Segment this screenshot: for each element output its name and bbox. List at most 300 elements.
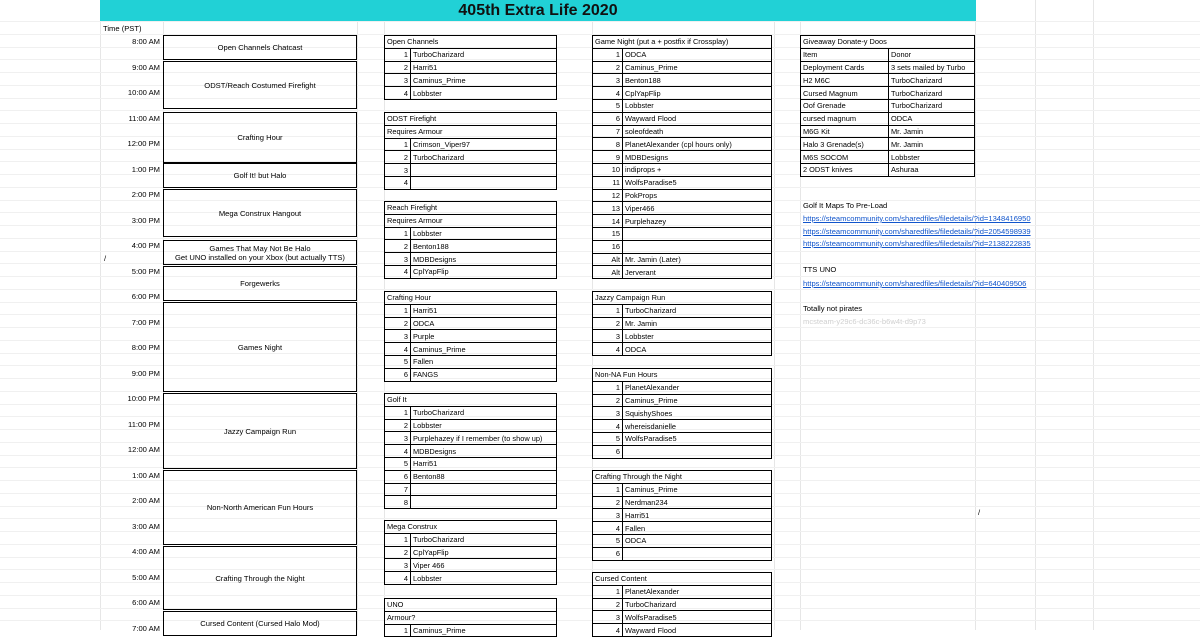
slot-name[interactable]: Harri51: [411, 304, 557, 317]
slot-number: 1: [385, 227, 411, 240]
event-label-wrap: [175, 244, 345, 262]
slot-number: 2: [593, 598, 623, 611]
signup-title: Cursed Content: [593, 573, 772, 586]
table-row: [385, 624, 557, 637]
slot-number: 3: [385, 330, 411, 343]
slot-name[interactable]: CplYapFlip: [411, 265, 557, 278]
table-row: [385, 138, 557, 151]
slot-number: 13: [593, 202, 623, 215]
slot-number: 5: [593, 99, 623, 112]
table-row: [385, 253, 557, 266]
slot-name[interactable]: TurboCharizard: [623, 304, 772, 317]
time-label: 12:00 AM: [127, 445, 160, 454]
slot-name[interactable]: Viper 466: [411, 559, 557, 572]
slot-number: 6: [593, 112, 623, 125]
slot-number: Alt: [593, 253, 623, 266]
giveaway: [800, 35, 975, 177]
slot-number: 10: [593, 163, 623, 176]
table-row: [593, 74, 772, 87]
table-row: [385, 330, 557, 343]
table-row: [385, 355, 557, 368]
slot-name[interactable]: Fallen: [411, 355, 557, 368]
event-label: Cursed Content (Cursed Halo Mod): [200, 619, 320, 628]
slot-number: 1: [385, 138, 411, 151]
event-label: Jazzy Campaign Run: [223, 426, 297, 436]
slot-name[interactable]: TurboCharizard: [411, 151, 557, 164]
slot-number: 9: [593, 151, 623, 164]
table-row: [385, 176, 557, 189]
event-label: Non-North American Fun Hours: [206, 503, 314, 512]
slot-number: 3: [385, 164, 411, 177]
slot-name[interactable]: Harri51: [623, 509, 772, 522]
time-label: 10:00 PM: [127, 394, 160, 403]
golf-map-link[interactable]: https://steamcommunity.com/sharedfiles/filedetails/?id=2054598939: [803, 227, 1031, 236]
slot-number: 1: [385, 624, 411, 637]
slot-name[interactable]: Lobbster: [411, 87, 557, 100]
event-label-wrap: [200, 619, 319, 628]
event-label: Golf It! but Halo: [233, 171, 287, 180]
event-slot: [163, 546, 357, 610]
time-label: 4:00 AM: [132, 547, 160, 556]
event-slot: [163, 163, 357, 188]
table-row: [593, 432, 772, 445]
giveaway-donor[interactable]: 3 sets mailed by Turbo: [889, 61, 975, 74]
table-row: [385, 470, 557, 483]
table-row: [593, 330, 772, 343]
signup-table: [384, 112, 557, 190]
table-row: [385, 457, 557, 470]
table-row: [385, 572, 557, 585]
slot-name[interactable]: Mr. Jamin: [623, 317, 772, 330]
slot-name[interactable]: WolfsParadise5: [623, 176, 772, 189]
golf-maps-title: Golf It Maps To Pre-Load: [803, 201, 888, 210]
table-row: [593, 394, 772, 407]
event-label-wrap: [237, 133, 282, 142]
slot-name[interactable]: [623, 240, 772, 253]
slot-number: 7: [593, 125, 623, 138]
giveaway-donor[interactable]: ODCA: [889, 112, 975, 125]
table-row: [385, 432, 557, 445]
slot-number: 8: [385, 496, 411, 509]
slot-name[interactable]: Benton188: [411, 240, 557, 253]
table-row: [385, 483, 557, 496]
golf-map-link[interactable]: https://steamcommunity.com/sharedfiles/filedetails/?id=2138222835: [803, 239, 1031, 248]
tts-uno-title: TTS UNO: [803, 265, 837, 274]
event-slot: [163, 266, 357, 301]
event-label: ODST/Reach Costumed Firefight: [204, 80, 316, 90]
giveaway-item[interactable]: M6S SOCOM: [801, 151, 889, 164]
slot-number: 1: [385, 48, 411, 61]
event-slot: [163, 240, 357, 265]
column-header-item: Item: [801, 48, 889, 61]
slot-name[interactable]: indiprops +: [623, 163, 772, 176]
event-label: Forgewerks: [240, 279, 280, 288]
slot-name[interactable]: TurboCharizard: [411, 48, 557, 61]
table-row: [593, 598, 772, 611]
stray-mark: /: [978, 508, 981, 517]
slot-name[interactable]: Caminus_Prime: [623, 483, 772, 496]
event-label-wrap: [207, 503, 313, 512]
slot-number: 1: [385, 406, 411, 419]
giveaway-donor[interactable]: Ashuraa: [889, 163, 975, 176]
time-label: 7:00 AM: [132, 623, 160, 633]
slot-name[interactable]: TurboCharizard: [623, 598, 772, 611]
time-label: 8:00 AM: [132, 37, 160, 46]
slot-name[interactable]: Caminus_Prime: [623, 394, 772, 407]
slot-number: 4: [593, 343, 623, 356]
slot-name[interactable]: ODCA: [623, 48, 772, 61]
slot-name[interactable]: Purple: [411, 330, 557, 343]
table-row: [385, 48, 557, 61]
time-label: 9:00 PM: [131, 368, 160, 378]
signup-table: [592, 368, 772, 459]
event-label-wrap: [219, 209, 301, 218]
slot-name[interactable]: soleofdeath: [623, 125, 772, 138]
slot-number: 4: [385, 343, 411, 356]
time-label: 10:00 AM: [127, 88, 160, 97]
table-row: [385, 419, 557, 432]
table-row: [385, 74, 557, 87]
table-row: [593, 445, 772, 458]
slot-number: 8: [593, 138, 623, 151]
slot-number: 5: [385, 457, 411, 470]
slot-name[interactable]: ODCA: [623, 343, 772, 356]
slot-number: 1: [593, 483, 623, 496]
slot-name[interactable]: MDBDesigns: [411, 253, 557, 266]
signup-title: Open Channels: [385, 36, 557, 49]
signup-title: Game Night (put a + postfix if Crossplay): [593, 36, 772, 49]
signup-table: [592, 291, 772, 356]
pirates-code: mcsteam-y29c6-dc36c-b6w4t-d9p73: [803, 317, 926, 326]
table-row: [593, 189, 772, 202]
slot-number: 14: [593, 215, 623, 228]
giveaway-item[interactable]: M6G Kit: [801, 125, 889, 138]
signup-title: ODST Firefight: [385, 113, 557, 126]
slot-name[interactable]: Viper466: [623, 202, 772, 215]
time-label: 1:00 PM: [131, 164, 160, 174]
event-slot: [163, 35, 357, 60]
table-row: [593, 496, 772, 509]
slot-name[interactable]: [411, 496, 557, 509]
event-label: Games Night: [237, 342, 283, 352]
table-row: [385, 559, 557, 572]
table-row: [593, 585, 772, 598]
giveaway-donor[interactable]: Mr. Jamin: [889, 125, 975, 138]
table-row: [593, 420, 772, 433]
time-label: 2:00 PM: [131, 190, 160, 199]
golf-map-link[interactable]: https://steamcommunity.com/sharedfiles/filedetails/?id=1348416950: [803, 214, 1031, 223]
signup-subtitle: Requires Armour: [385, 214, 557, 227]
slot-name[interactable]: Caminus_Prime: [411, 343, 557, 356]
table-row: [593, 483, 772, 496]
slot-name[interactable]: MDBDesigns: [623, 151, 772, 164]
slot-name[interactable]: Crimson_Viper97: [411, 138, 557, 151]
table-row: [801, 61, 975, 74]
time-label: 8:00 PM: [131, 343, 160, 352]
table-row: [385, 546, 557, 559]
slot-name[interactable]: Harri51: [411, 457, 557, 470]
giveaway-item[interactable]: cursed magnum: [801, 112, 889, 125]
table-row: [385, 164, 557, 177]
table-row: [593, 125, 772, 138]
slot-number: 6: [385, 368, 411, 381]
slot-name[interactable]: ODCA: [623, 534, 772, 547]
slot-number: 7: [385, 483, 411, 496]
giveaway-item[interactable]: Deployment Cards: [801, 61, 889, 74]
slot-number: 1: [593, 585, 623, 598]
giveaway-item[interactable]: Halo 3 Grenade(s): [801, 138, 889, 151]
table-row: [385, 343, 557, 356]
slot-name[interactable]: CplYapFlip: [623, 87, 772, 100]
slot-number: 12: [593, 189, 623, 202]
table-row: [593, 407, 772, 420]
slot-number: 11: [593, 176, 623, 189]
table-row: [593, 304, 772, 317]
table-row: [593, 624, 772, 637]
event-label-wrap: [240, 279, 280, 288]
time-label: 1:00 AM: [132, 470, 160, 480]
time-label: 6:00 PM: [131, 292, 160, 301]
slot-number: 3: [385, 559, 411, 572]
table-row: [593, 151, 772, 164]
slot-number: 3: [593, 407, 623, 420]
slot-name[interactable]: Wayward Flood: [623, 112, 772, 125]
slot-name[interactable]: WolfsParadise5: [623, 432, 772, 445]
slot-name[interactable]: TurboCharizard: [411, 406, 557, 419]
slot-name[interactable]: PlanetAlexander: [623, 585, 772, 598]
table-row: [593, 547, 772, 560]
slot-number: 2: [593, 496, 623, 509]
slot-number: 5: [385, 355, 411, 368]
giveaway-donor[interactable]: Lobbster: [889, 151, 975, 164]
table-row: [801, 99, 975, 112]
tts-uno-link[interactable]: https://steamcommunity.com/sharedfiles/filedetails/?id=640409506: [803, 279, 1027, 288]
event-label: Mega Construx Hangout: [218, 208, 302, 218]
slot-name[interactable]: Lobbster: [623, 99, 772, 112]
table-row: [385, 533, 557, 546]
slot-number: 4: [593, 624, 623, 637]
slot-name[interactable]: Caminus_Prime: [411, 74, 557, 87]
slot-name[interactable]: [623, 547, 772, 560]
slot-name[interactable]: Harri51: [411, 61, 557, 74]
slot-name[interactable]: Fallen: [623, 522, 772, 535]
slot-name[interactable]: Lobbster: [411, 572, 557, 585]
giveaway-donor[interactable]: TurboCharizard: [889, 87, 975, 100]
event-slot: [163, 302, 357, 392]
slot-name[interactable]: CplYapFlip: [411, 546, 557, 559]
slot-number: 3: [385, 74, 411, 87]
slot-name[interactable]: Caminus_Prime: [623, 61, 772, 74]
slot-number: 1: [593, 304, 623, 317]
signup-table: [384, 598, 557, 637]
slot-number: 5: [593, 432, 623, 445]
slot-number: 2: [385, 151, 411, 164]
slot-number: 3: [385, 432, 411, 445]
event-label: Open Channels Chatcast: [217, 43, 303, 52]
slot-number: 1: [593, 48, 623, 61]
signup-table: [592, 35, 772, 279]
event-slot: [163, 61, 357, 109]
slot-number: 2: [385, 317, 411, 330]
table-row: [593, 61, 772, 74]
table-row: [593, 227, 772, 240]
slot-number: 15: [593, 227, 623, 240]
slot-number: 3: [593, 509, 623, 522]
event-label: Crafting Through the Night: [215, 573, 305, 583]
slot-name[interactable]: WolfsParadise5: [623, 611, 772, 624]
slot-number: Alt: [593, 266, 623, 279]
signup-title: Non-NA Fun Hours: [593, 369, 772, 382]
table-row: [385, 445, 557, 458]
table-row: [385, 151, 557, 164]
signup-table: [384, 393, 557, 509]
signup-table: [384, 291, 557, 382]
slot-name[interactable]: Jerverant: [623, 266, 772, 279]
table-row: [593, 509, 772, 522]
signup-title: Golf It: [385, 394, 557, 407]
table-row: [593, 112, 772, 125]
slot-name[interactable]: PokProps: [623, 189, 772, 202]
slot-name[interactable]: Lobbster: [623, 330, 772, 343]
signup-table: [592, 572, 772, 637]
signup-title: Jazzy Campaign Run: [593, 292, 772, 305]
giveaway-item[interactable]: 2 ODST knives: [801, 163, 889, 176]
slot-name[interactable]: TurboCharizard: [411, 533, 557, 546]
signup-title: Reach Firefight: [385, 202, 557, 215]
giveaway-donor[interactable]: Mr. Jamin: [889, 138, 975, 151]
slot-name[interactable]: PlanetAlexander (cpl hours only): [623, 138, 772, 151]
slot-name[interactable]: MDBDesigns: [411, 445, 557, 458]
time-header: Time (PST): [103, 24, 142, 33]
table-row: [801, 87, 975, 100]
slot-number: 2: [385, 546, 411, 559]
signup-title: Crafting Through the Night: [593, 471, 772, 484]
slot-number: 2: [385, 61, 411, 74]
time-label: 9:00 AM: [132, 62, 160, 72]
slot-name[interactable]: [411, 176, 557, 189]
slot-name[interactable]: Purplehazey if I remember (to show up): [411, 432, 557, 445]
slot-name[interactable]: [411, 483, 557, 496]
slot-name[interactable]: Benton88: [411, 470, 557, 483]
slot-name[interactable]: Lobbster: [411, 227, 557, 240]
slot-number: 6: [593, 445, 623, 458]
giveaway-donor[interactable]: TurboCharizard: [889, 99, 975, 112]
slot-number: 3: [593, 330, 623, 343]
table-row: [593, 87, 772, 100]
slot-name[interactable]: Nerdman234: [623, 496, 772, 509]
slot-name[interactable]: Mr. Jamin (Later): [623, 253, 772, 266]
table-row: [593, 522, 772, 535]
slot-number: 2: [593, 394, 623, 407]
slot-number: 2: [385, 419, 411, 432]
giveaway-item[interactable]: Cursed Magnum: [801, 87, 889, 100]
slot-name[interactable]: Purplehazey: [623, 215, 772, 228]
event-label-wrap: [215, 574, 304, 583]
event-sublabel: Get UNO installed on your Xbox (but actually TTS): [175, 252, 345, 262]
time-label: 11:00 AM: [128, 113, 160, 123]
slot-name[interactable]: PlanetAlexander: [623, 381, 772, 394]
time-label: 7:00 PM: [131, 317, 160, 327]
slot-number: 4: [385, 445, 411, 458]
giveaway-item[interactable]: Oof Grenade: [801, 99, 889, 112]
table-row: [593, 215, 772, 228]
slot-name[interactable]: [411, 164, 557, 177]
table-row: [385, 227, 557, 240]
event-slot: [163, 470, 357, 545]
slot-name[interactable]: Lobbster: [411, 419, 557, 432]
pirates-title: Totally not pirates: [803, 304, 863, 313]
signup-table: [592, 470, 772, 561]
slot-name[interactable]: Caminus_Prime: [411, 624, 557, 637]
table-row: [385, 496, 557, 509]
time-label: 5:00 PM: [131, 266, 160, 276]
time-label: 6:00 AM: [132, 598, 160, 607]
table-row: [593, 240, 772, 253]
giveaway-item[interactable]: H2 M6C: [801, 74, 889, 87]
slot-number: 4: [385, 176, 411, 189]
table-row: [385, 87, 557, 100]
table-row: [593, 253, 772, 266]
signup-table: [384, 35, 557, 100]
time-label: 5:00 AM: [132, 572, 160, 582]
slot-number: 6: [593, 547, 623, 560]
table-row: [593, 343, 772, 356]
table-row: [385, 406, 557, 419]
slot-name[interactable]: [623, 227, 772, 240]
table-row: [593, 48, 772, 61]
table-row: [593, 317, 772, 330]
event-slot: [163, 112, 357, 163]
stray-mark: /: [104, 254, 107, 263]
slot-number: 4: [593, 87, 623, 100]
signup-title: UNO: [385, 599, 557, 612]
slot-number: 4: [385, 572, 411, 585]
table-row: [385, 240, 557, 253]
table-row: [801, 163, 975, 176]
signup-table: [384, 520, 557, 585]
slot-name[interactable]: whereisdanielle: [623, 420, 772, 433]
table-row: [801, 138, 975, 151]
event-label: Games That May Not Be Halo: [209, 243, 311, 253]
event-label-wrap: [224, 427, 296, 436]
slot-number: 6: [385, 470, 411, 483]
slot-name[interactable]: [623, 445, 772, 458]
signup-table: [384, 201, 557, 279]
grid-row-line: [0, 21, 1200, 22]
table-row: [593, 611, 772, 624]
table-row: [385, 317, 557, 330]
slot-name[interactable]: Benton188: [623, 74, 772, 87]
slot-number: 3: [593, 611, 623, 624]
giveaway-donor[interactable]: TurboCharizard: [889, 74, 975, 87]
slot-number: 1: [385, 304, 411, 317]
event-label-wrap: [234, 171, 287, 180]
slot-name[interactable]: ODCA: [411, 317, 557, 330]
table-row: [801, 74, 975, 87]
event-slot: [163, 393, 357, 469]
table-row: [385, 61, 557, 74]
event-slot: [163, 189, 357, 237]
slot-name[interactable]: SquishyShoes: [623, 407, 772, 420]
table-row: [593, 163, 772, 176]
slot-number: 4: [385, 265, 411, 278]
signup-title: Mega Construx: [385, 521, 557, 534]
signup-title: Crafting Hour: [385, 292, 557, 305]
slot-name[interactable]: Wayward Flood: [623, 624, 772, 637]
slot-number: 16: [593, 240, 623, 253]
event-label-wrap: [218, 43, 303, 52]
slot-name[interactable]: FANGS: [411, 368, 557, 381]
